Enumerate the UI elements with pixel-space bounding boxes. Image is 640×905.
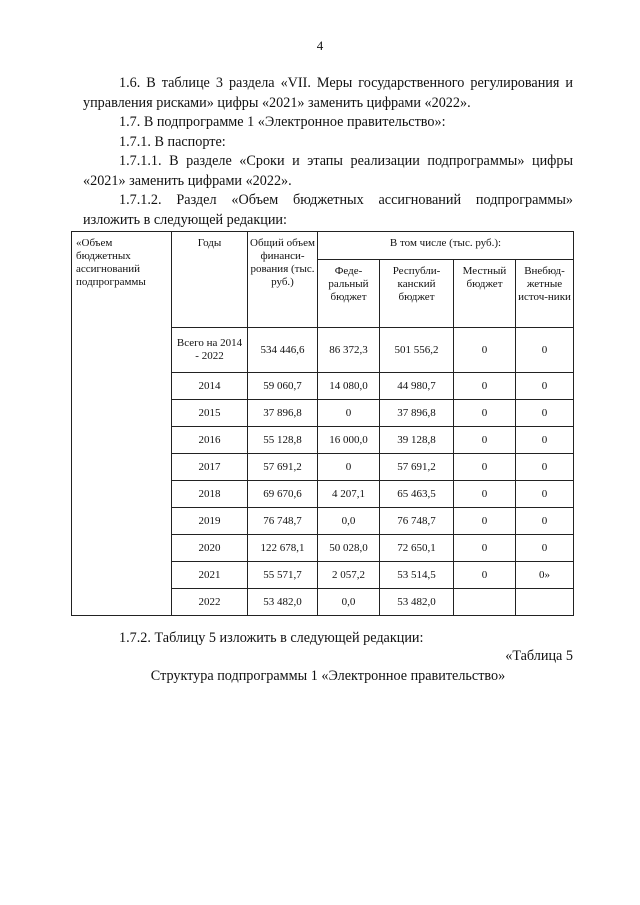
cell-local: 0 — [454, 454, 516, 481]
cell-federal: 0 — [318, 454, 380, 481]
cell-republic: 37 896,8 — [380, 400, 454, 427]
structure-title: Структура подпрограммы 1 «Электронное правительство» — [150, 668, 506, 684]
cell-total: 122 678,1 — [248, 535, 318, 562]
cell-republic: 57 691,2 — [380, 454, 454, 481]
cell-year: 2021 — [172, 562, 248, 589]
cell-extra: 0 — [516, 481, 574, 508]
cell-federal: 14 080,0 — [318, 373, 380, 400]
cell-total: 76 748,7 — [248, 508, 318, 535]
page-number: 4 — [316, 38, 324, 53]
cell-local: 0 — [454, 373, 516, 400]
header-federal: Феде-ральный бюджет — [318, 260, 380, 328]
cell-local: 0 — [454, 481, 516, 508]
cell-year: 2018 — [172, 481, 248, 508]
cell-local: 0 — [454, 535, 516, 562]
cell-local: 0 — [454, 328, 516, 373]
cell-federal: 50 028,0 — [318, 535, 380, 562]
paragraph-1-7-2: 1.7.2. Таблицу 5 изложить в следующей редакции: — [119, 630, 424, 646]
table-5-caption: «Таблица 5 — [505, 648, 573, 664]
cell-local: 0 — [454, 427, 516, 454]
paragraph-1-7: 1.7. В подпрограмме 1 «Электронное правительство»: — [119, 114, 446, 130]
header-including: В том числе (тыс. руб.): — [318, 232, 574, 260]
cell-year: Всего на 2014 - 2022 — [172, 328, 248, 373]
paragraph-1-7-1-2: 1.7.1.2. Раздел «Объем бюджетных ассигнований подпрограммы» изложить в следующей редакции: — [83, 192, 573, 228]
paragraph-1-6: 1.6. В таблице 3 раздела «VII. Меры государственного регулирования и управления рисками» цифры «2021» заменить цифрами «2022». — [83, 75, 573, 111]
cell-year: 2015 — [172, 400, 248, 427]
cell-total: 534 446,6 — [248, 328, 318, 373]
cell-year: 2016 — [172, 427, 248, 454]
cell-republic: 39 128,8 — [380, 427, 454, 454]
cell-federal: 2 057,2 — [318, 562, 380, 589]
header-extra: Внебюд-жетные источ-ники — [516, 260, 574, 328]
cell-federal: 0,0 — [318, 508, 380, 535]
cell-federal: 0,0 — [318, 589, 380, 616]
paragraph-1-7-1-1: 1.7.1.1. В разделе «Сроки и этапы реализации подпрограммы» цифры «2021» заменить цифрами «2022». — [83, 153, 573, 189]
cell-total: 69 670,6 — [248, 481, 318, 508]
cell-republic: 501 556,2 — [380, 328, 454, 373]
cell-total: 57 691,2 — [248, 454, 318, 481]
amendment-text — [83, 74, 573, 230]
budget-allocation-table — [71, 231, 574, 616]
cell-extra: 0 — [516, 508, 574, 535]
cell-extra: 0 — [516, 454, 574, 481]
cell-extra: 0 — [516, 400, 574, 427]
header-years: Годы — [172, 232, 248, 328]
cell-year: 2014 — [172, 373, 248, 400]
cell-year: 2020 — [172, 535, 248, 562]
cell-republic: 44 980,7 — [380, 373, 454, 400]
header-republic: Республи-канский бюджет — [380, 260, 454, 328]
cell-extra: 0 — [516, 373, 574, 400]
cell-extra: 0 — [516, 535, 574, 562]
cell-year: 2017 — [172, 454, 248, 481]
cell-republic: 53 482,0 — [380, 589, 454, 616]
cell-republic: 65 463,5 — [380, 481, 454, 508]
cell-total: 37 896,8 — [248, 400, 318, 427]
cell-total: 59 060,7 — [248, 373, 318, 400]
cell-extra: 0 — [516, 427, 574, 454]
cell-extra: 0» — [516, 562, 574, 589]
cell-total: 53 482,0 — [248, 589, 318, 616]
cell-total: 55 571,7 — [248, 562, 318, 589]
header-total: Общий объем финанси-рования (тыс. руб.) — [248, 232, 318, 328]
cell-federal: 16 000,0 — [318, 427, 380, 454]
cell-local: 0 — [454, 562, 516, 589]
cell-year: 2022 — [172, 589, 248, 616]
cell-extra: 0 — [516, 328, 574, 373]
paragraph-1-7-1: 1.7.1. В паспорте: — [119, 133, 226, 150]
table-label-cell: «Объем бюджетных ассигнований подпрограммы — [72, 232, 172, 616]
cell-total: 55 128,8 — [248, 427, 318, 454]
cell-federal: 0 — [318, 400, 380, 427]
cell-republic: 53 514,5 — [380, 562, 454, 589]
cell-federal: 86 372,3 — [318, 328, 380, 373]
cell-republic: 76 748,7 — [380, 508, 454, 535]
cell-local: 0 — [454, 508, 516, 535]
cell-extra — [516, 589, 574, 616]
cell-republic: 72 650,1 — [380, 535, 454, 562]
cell-local — [454, 589, 516, 616]
cell-year: 2019 — [172, 508, 248, 535]
header-local: Местный бюджет — [454, 260, 516, 328]
cell-local: 0 — [454, 400, 516, 427]
cell-federal: 4 207,1 — [318, 481, 380, 508]
